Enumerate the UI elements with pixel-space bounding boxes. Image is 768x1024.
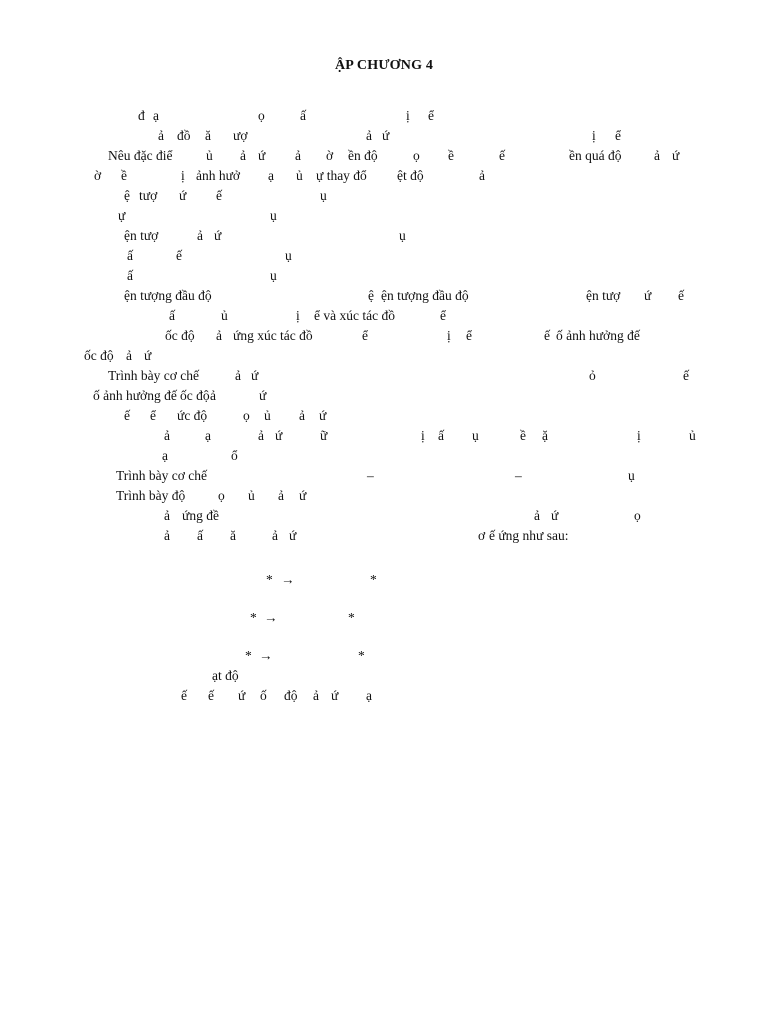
text-fragment: ền quá độ	[569, 148, 622, 163]
text-fragment: ốc độ	[165, 328, 195, 343]
text-fragment: ốc độ	[180, 388, 210, 403]
text-fragment: độ	[284, 688, 298, 703]
text-fragment: *	[266, 572, 273, 587]
text-fragment: ạ	[268, 168, 274, 183]
text-fragment: ứ	[672, 148, 680, 163]
text-fragment: *	[250, 610, 257, 625]
text-fragment: *	[245, 648, 252, 663]
text-fragment: ế	[181, 688, 187, 703]
text-fragment: ụ	[320, 188, 327, 203]
text-fragment: ả	[366, 128, 372, 143]
text-fragment: ụ	[399, 228, 406, 243]
text-fragment: Nêu đặc điể	[108, 148, 173, 163]
text-fragment: ả	[235, 368, 241, 383]
text-fragment: ứ	[238, 688, 246, 703]
text-fragment: ể và xúc tác đồ	[314, 308, 395, 323]
text-fragment: ủ	[206, 148, 213, 163]
text-fragment: ề	[520, 428, 526, 443]
text-fragment: ọ	[413, 148, 420, 163]
text-fragment: ị	[406, 108, 410, 123]
text-fragment: ủ	[689, 428, 696, 443]
text-fragment: ế	[176, 248, 182, 263]
text-fragment: ứ	[214, 228, 222, 243]
text-fragment: ệ	[368, 288, 374, 303]
text-fragment: *	[358, 648, 365, 663]
text-fragment: ả	[534, 508, 540, 523]
text-fragment: ứ	[382, 128, 390, 143]
text-fragment: ự	[118, 208, 126, 223]
text-fragment: ứng đề	[182, 508, 219, 523]
text-fragment: ể	[466, 328, 472, 343]
text-fragment: ụ	[270, 268, 277, 283]
text-fragment: ứ	[331, 688, 339, 703]
text-fragment: ạ	[162, 448, 168, 463]
text-fragment: ấ	[438, 428, 444, 443]
text-fragment: ả	[210, 388, 216, 403]
text-fragment: ề	[448, 148, 454, 163]
text-fragment: ọ	[218, 488, 225, 503]
text-fragment: ụ	[472, 428, 479, 443]
text-fragment: ện tượ	[586, 288, 621, 303]
text-fragment: –	[515, 468, 522, 483]
text-fragment: ị	[447, 328, 451, 343]
text-fragment: ạ	[205, 428, 211, 443]
text-fragment: ả	[278, 488, 284, 503]
text-fragment: ứ	[644, 288, 652, 303]
text-fragment: ờ	[326, 148, 334, 163]
text-fragment: ả	[164, 428, 170, 443]
text-fragment: ạ	[153, 108, 159, 123]
text-fragment: ứ	[251, 368, 259, 383]
text-fragment: ứng xúc tác đồ	[233, 328, 313, 343]
text-fragment: ă	[205, 128, 211, 143]
text-fragment: ấ	[127, 248, 133, 263]
text-fragment: ả	[197, 228, 203, 243]
text-fragment: ả	[164, 508, 170, 523]
text-fragment: ả	[216, 328, 222, 343]
text-fragment: ứ	[144, 348, 152, 363]
text-fragment: đ	[138, 108, 145, 123]
text-fragment: ế	[124, 408, 130, 423]
text-fragment: ả	[299, 408, 305, 423]
text-fragment: –	[367, 468, 374, 483]
text-fragment: *	[370, 572, 377, 587]
text-fragment: ạ	[366, 688, 372, 703]
text-fragment: ị	[637, 428, 641, 443]
text-fragment: ổ	[231, 448, 238, 463]
text-fragment: ọ	[243, 408, 250, 423]
text-fragment: ặ	[542, 428, 548, 443]
text-fragment: ứ	[179, 188, 187, 203]
page-title: ẬP CHƯƠNG 4	[334, 58, 434, 73]
text-fragment: ụ	[628, 468, 635, 483]
text-fragment: ể	[150, 408, 156, 423]
text-fragment: ố ảnh hưởng đế	[93, 388, 177, 403]
text-fragment: ủ	[221, 308, 228, 323]
text-fragment: ảnh hưở	[196, 168, 241, 183]
text-fragment: ể	[428, 108, 434, 123]
text-fragment: ứ	[289, 528, 297, 543]
text-fragment: ứ	[259, 388, 267, 403]
text-fragment: Trình bày cơ chế	[108, 368, 199, 383]
text-fragment: ể	[362, 328, 368, 343]
text-fragment: Trình bày độ	[116, 488, 186, 503]
text-fragment: ốc độ	[84, 348, 114, 363]
text-fragment: ụ	[270, 208, 277, 223]
text-fragment: ủ	[296, 168, 303, 183]
text-fragment: ờ	[94, 168, 102, 183]
text-fragment: ệ	[124, 188, 130, 203]
text-fragment: →	[264, 610, 278, 625]
text-fragment: ấ	[169, 308, 175, 323]
text-fragment: ă	[230, 528, 236, 543]
text-fragment: ị	[296, 308, 300, 323]
text-fragment: ả	[258, 428, 264, 443]
text-fragment: ả	[240, 148, 246, 163]
text-fragment: *	[348, 610, 355, 625]
text-fragment: ế	[683, 368, 689, 383]
text-fragment: ả	[295, 148, 301, 163]
text-fragment: ự thay đổ	[316, 168, 367, 183]
text-fragment: ứ	[275, 428, 283, 443]
text-fragment: ị	[592, 128, 596, 143]
text-fragment: ế	[499, 148, 505, 163]
text-fragment: Trình bày cơ chế	[116, 468, 207, 483]
text-fragment: ện tượng đầu độ	[381, 288, 469, 303]
text-fragment: ả	[164, 528, 170, 543]
text-fragment: ứ	[551, 508, 559, 523]
text-fragment: ơ	[478, 528, 486, 543]
text-fragment: ả	[158, 128, 164, 143]
text-fragment: ệt độ	[397, 168, 424, 183]
text-fragment: ế	[544, 328, 550, 343]
text-fragment: ả	[126, 348, 132, 363]
text-fragment: →	[281, 572, 295, 587]
text-fragment: ế	[216, 188, 222, 203]
text-fragment: ạt độ	[212, 668, 239, 683]
text-fragment: ố	[260, 688, 267, 703]
text-fragment: ức độ	[177, 408, 208, 423]
text-fragment: ứ	[258, 148, 266, 163]
text-fragment: ế	[208, 688, 214, 703]
text-fragment: ế ứng như sau:	[489, 528, 569, 543]
text-fragment: ữ	[320, 428, 328, 443]
text-fragment: ỏ	[589, 368, 596, 383]
text-fragment: ể	[615, 128, 621, 143]
text-fragment: ị	[181, 168, 185, 183]
text-fragment: ủ	[248, 488, 255, 503]
text-fragment: ượ	[233, 128, 248, 143]
text-fragment: →	[259, 648, 273, 663]
text-fragment: ả	[479, 168, 485, 183]
text-fragment: ể	[440, 308, 446, 323]
text-fragment: ứ	[299, 488, 307, 503]
text-fragment: ả	[654, 148, 660, 163]
text-fragment: ề	[121, 168, 127, 183]
text-fragment: ụ	[285, 248, 292, 263]
text-fragment: ố ảnh hưởng đế	[556, 328, 640, 343]
text-fragment: ấ	[127, 268, 133, 283]
text-fragment: ứ	[319, 408, 327, 423]
text-fragment: ả	[272, 528, 278, 543]
text-fragment: đồ	[177, 128, 191, 143]
text-fragment: tượ	[139, 188, 158, 203]
text-fragment: ả	[313, 688, 319, 703]
text-fragment: ọ	[258, 108, 265, 123]
text-fragment: ủ	[264, 408, 271, 423]
text-fragment: ện tượng đầu độ	[124, 288, 212, 303]
text-fragment: ọ	[634, 508, 641, 523]
text-fragment: ấ	[197, 528, 203, 543]
text-fragment: ế	[678, 288, 684, 303]
text-fragment: ấ	[300, 108, 306, 123]
text-fragment: ện tượ	[124, 228, 159, 243]
text-fragment: ền độ	[348, 148, 378, 163]
text-fragment: ị	[421, 428, 425, 443]
